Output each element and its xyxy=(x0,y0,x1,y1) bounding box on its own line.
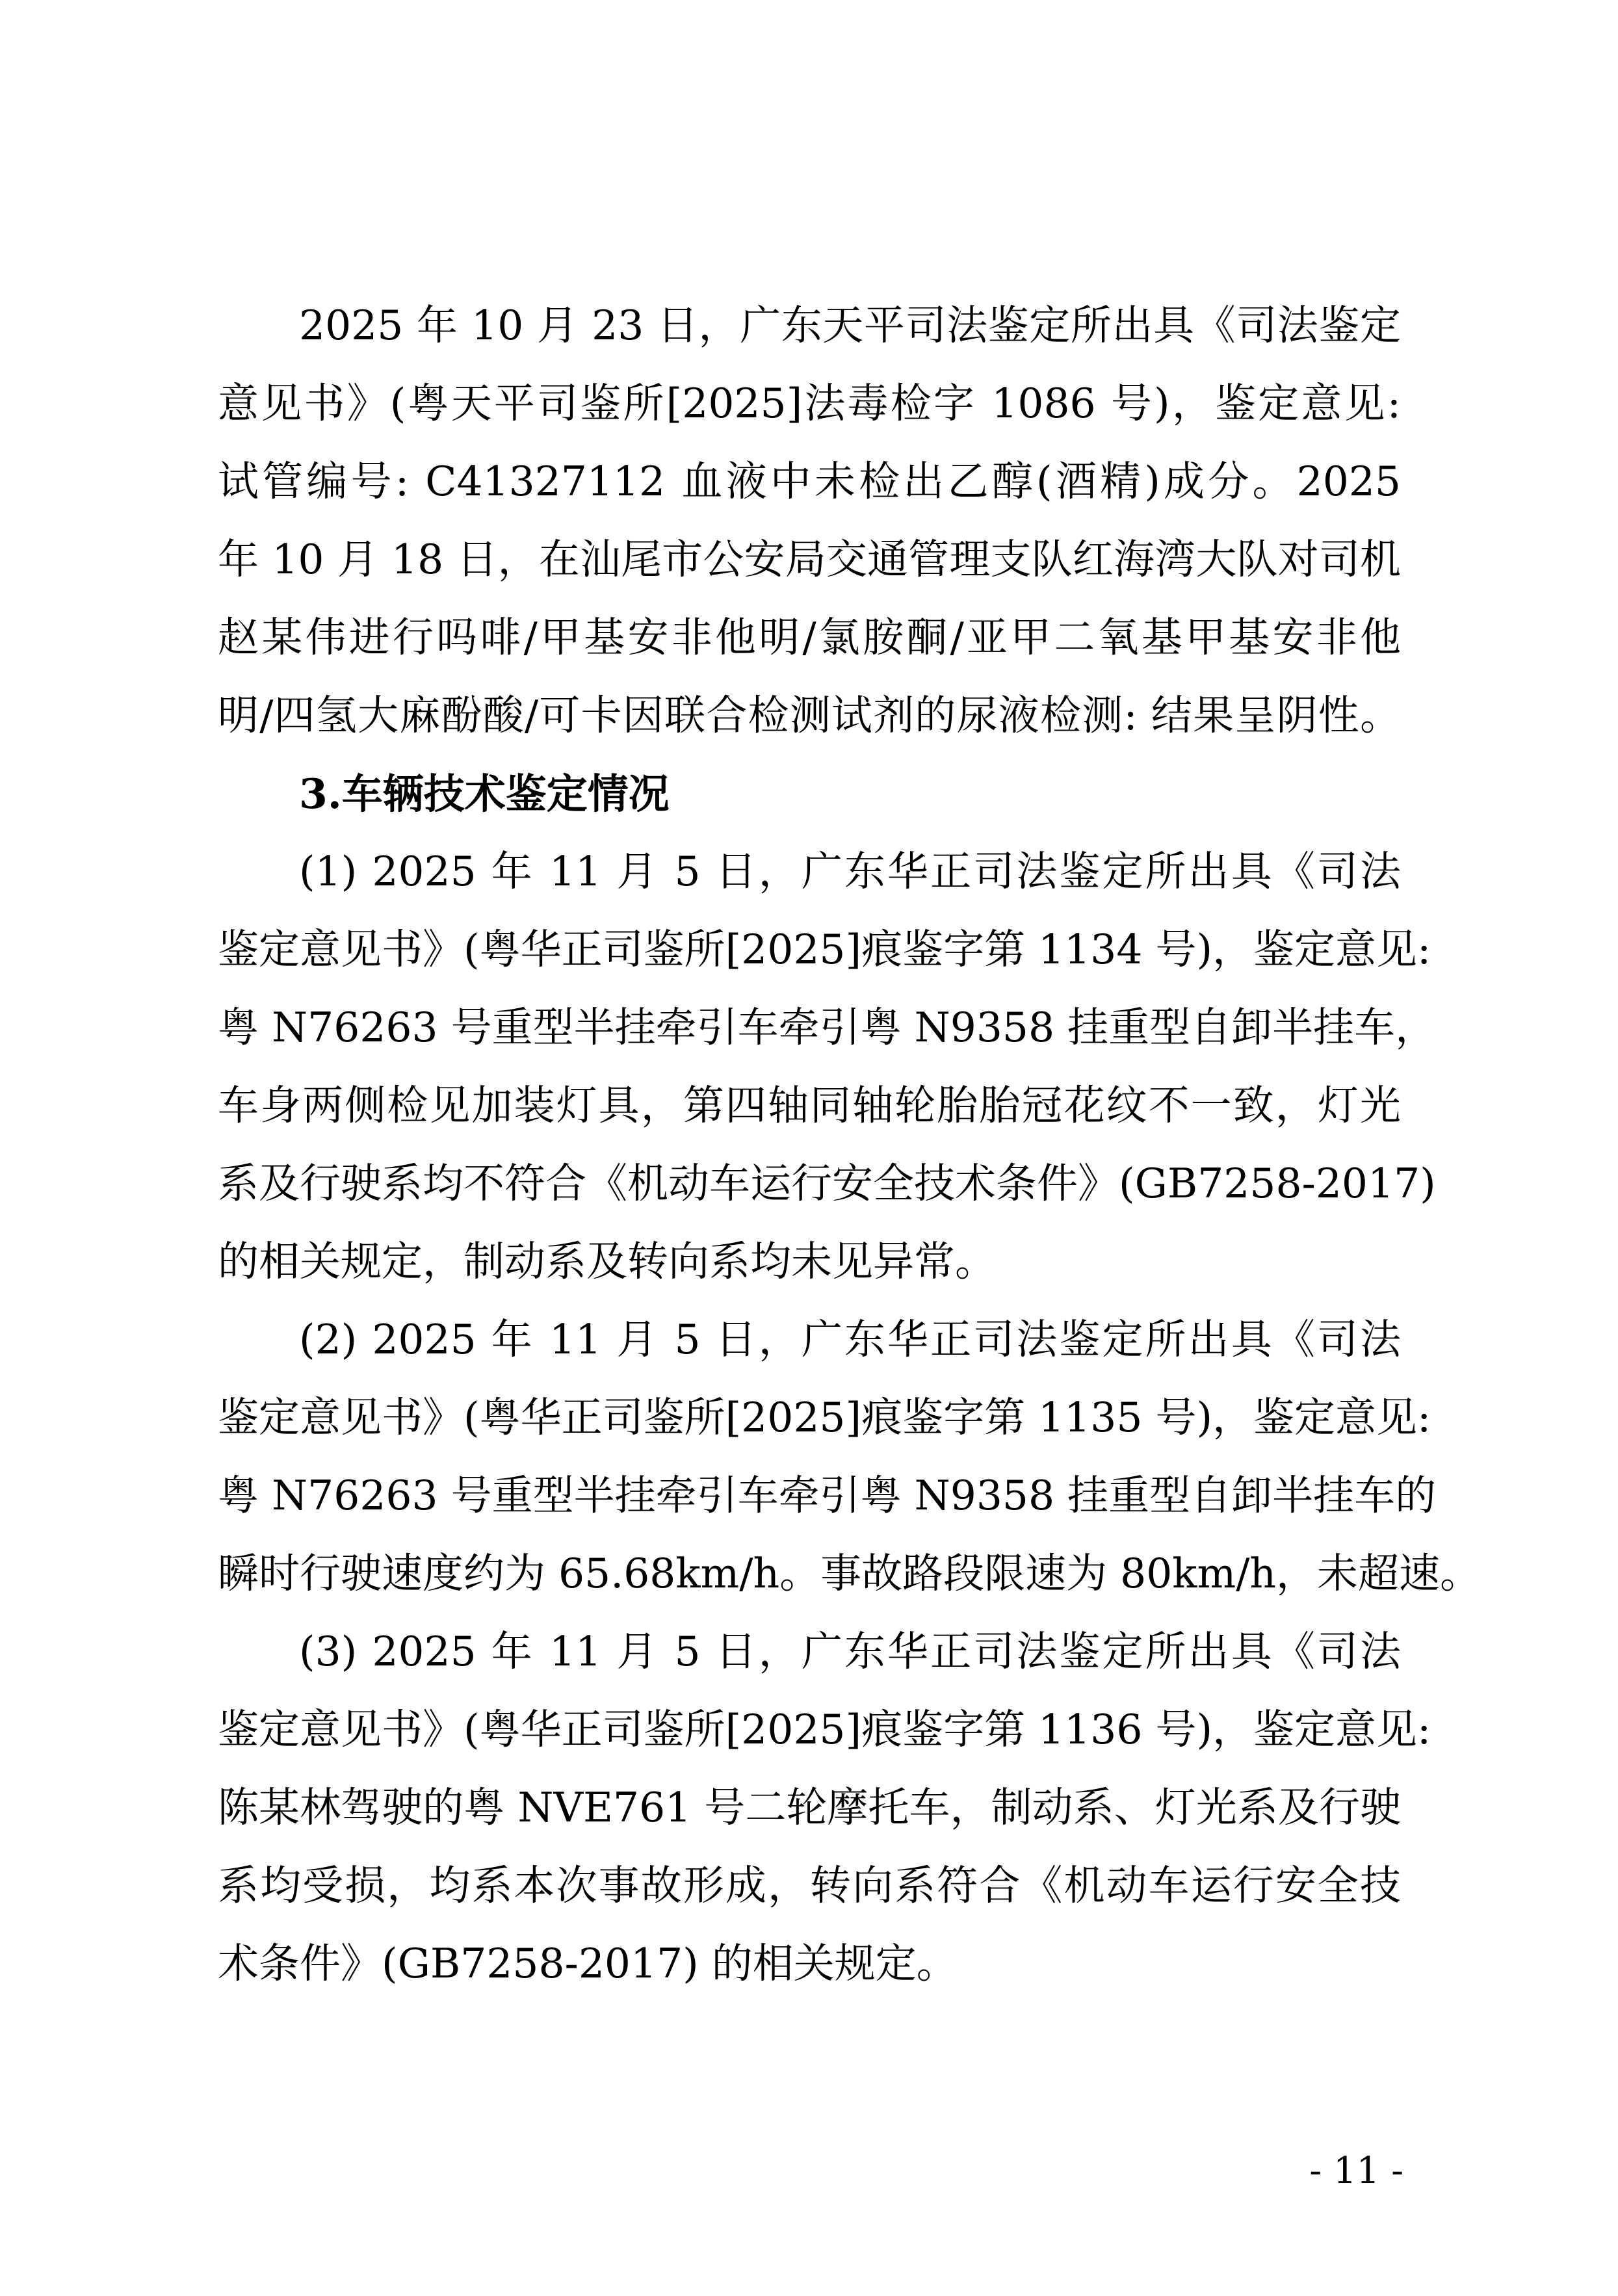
paragraph-4-line-1: (3) 2025 年 11 月 5 日，广东华正司法鉴定所出具《司法 xyxy=(299,1628,1401,1675)
paragraph-4-line-4: 系均受损，均系本次事故形成，转向系符合《机动车运行安全技 xyxy=(218,1862,1401,1909)
paragraph-1-line-5: 赵某伟进行吗啡/甲基安非他明/氯胺酮/亚甲二氧基甲基安非他 xyxy=(218,614,1401,661)
page-number: - 11 - xyxy=(1309,2150,1403,2192)
paragraph-2-line-6: 的相关规定，制动系及转向系均未见异常。 xyxy=(218,1238,996,1285)
paragraph-2-line-2: 鉴定意见书》(粤华正司鉴所[2025]痕鉴字第 1134 号)，鉴定意见: xyxy=(218,926,1431,973)
paragraph-1-line-3: 试管编号: C41327112 血液中未检出乙醇(酒精)成分。2025 xyxy=(218,458,1401,505)
paragraph-3-line-3: 粤 N76263 号重型半挂牵引车牵引粤 N9358 挂重型自卸半挂车的 xyxy=(218,1472,1437,1519)
paragraph-4-line-5: 术条件》(GB7258-2017) 的相关规定。 xyxy=(218,1940,958,1987)
section-heading-vehicle-appraisal: 3.车辆技术鉴定情况 xyxy=(299,770,670,818)
paragraph-4-line-3: 陈某林驾驶的粤 NVE761 号二轮摩托车，制动系、灯光系及行驶 xyxy=(218,1784,1401,1831)
paragraph-1-line-1: 2025 年 10 月 23 日，广东天平司法鉴定所出具《司法鉴定 xyxy=(299,302,1401,349)
paragraph-2-line-1: (1) 2025 年 11 月 5 日，广东华正司法鉴定所出具《司法 xyxy=(299,848,1401,895)
paragraph-3-line-1: (2) 2025 年 11 月 5 日，广东华正司法鉴定所出具《司法 xyxy=(299,1316,1401,1363)
paragraph-1-line-6: 明/四氢大麻酚酸/可卡因联合检测试剂的尿液检测: 结果呈阴性。 xyxy=(218,692,1401,739)
paragraph-1-line-2: 意见书》(粤天平司鉴所[2025]法毒检字 1086 号)，鉴定意见: xyxy=(218,380,1401,427)
paragraph-2-line-5: 系及行驶系均不符合《机动车运行安全技术条件》(GB7258-2017) xyxy=(218,1160,1436,1207)
paragraph-3-line-4: 瞬时行驶速度约为 65.68km/h。事故路段限速为 80km/h，未超速。 xyxy=(218,1550,1481,1597)
paragraph-1-line-4: 年 10 月 18 日，在汕尾市公安局交通管理支队红海湾大队对司机 xyxy=(218,536,1401,583)
paragraph-2-line-3: 粤 N76263 号重型半挂牵引车牵引粤 N9358 挂重型自卸半挂车， xyxy=(218,1004,1437,1051)
paragraph-4-line-2: 鉴定意见书》(粤华正司鉴所[2025]痕鉴字第 1136 号)，鉴定意见: xyxy=(218,1706,1431,1753)
paragraph-3-line-2: 鉴定意见书》(粤华正司鉴所[2025]痕鉴字第 1135 号)，鉴定意见: xyxy=(218,1394,1431,1441)
paragraph-2-line-4: 车身两侧检见加装灯具，第四轴同轴轮胎胎冠花纹不一致，灯光 xyxy=(218,1082,1401,1129)
